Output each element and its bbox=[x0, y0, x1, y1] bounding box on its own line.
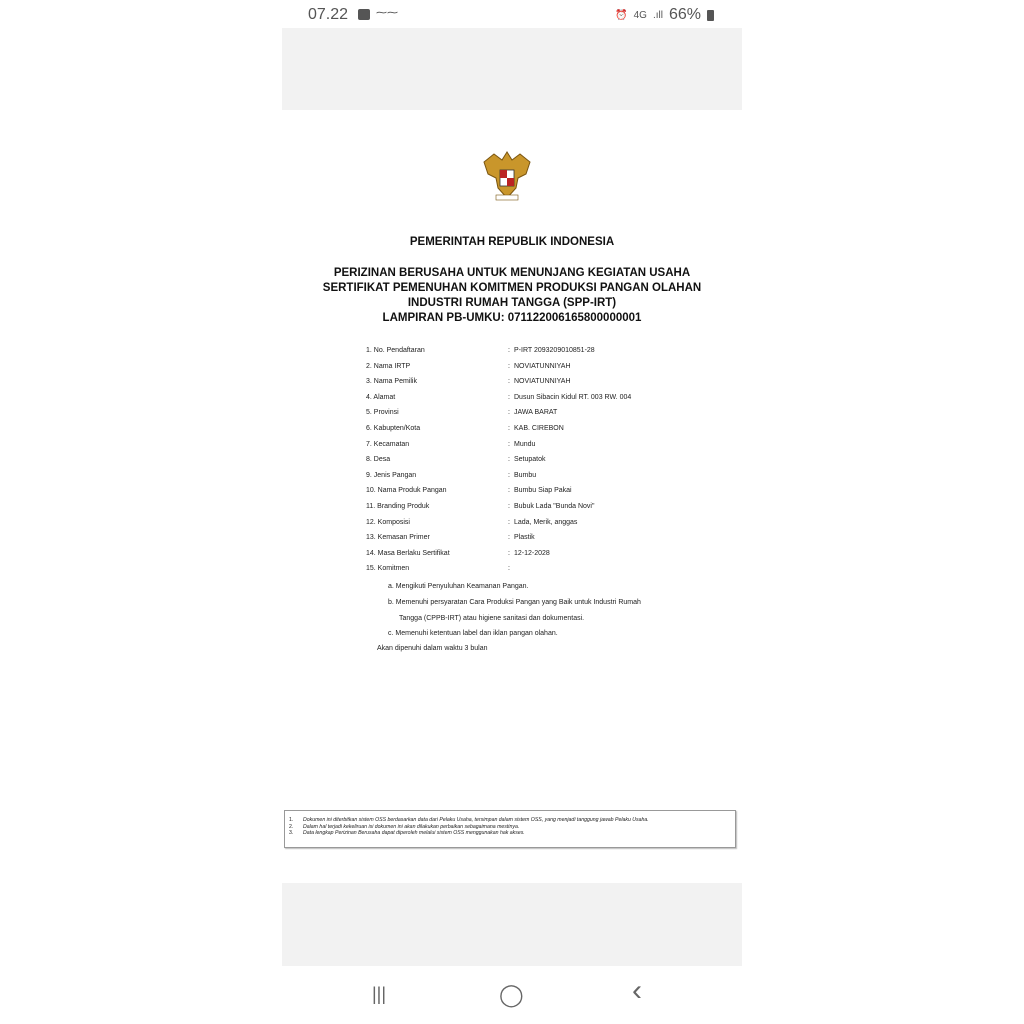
field-label: 4. Alamat bbox=[366, 393, 396, 401]
field-colon: : bbox=[508, 378, 510, 386]
garuda-emblem-icon bbox=[480, 148, 534, 204]
field-colon: : bbox=[508, 456, 510, 464]
field-colon: : bbox=[508, 487, 510, 495]
field-colon: : bbox=[508, 565, 510, 573]
field-row bbox=[366, 534, 696, 550]
field-row bbox=[366, 472, 696, 488]
field-value: Bubuk Lada "Bunda Novi" bbox=[514, 502, 595, 510]
field-colon: : bbox=[508, 393, 510, 401]
field-value: Bumbu bbox=[514, 471, 537, 479]
title-line: INDUSTRI RUMAH TANGGA (SPP-IRT) bbox=[407, 297, 617, 309]
field-colon: : bbox=[508, 471, 510, 479]
battery-icon bbox=[707, 10, 714, 21]
field-value: P-IRT 2093209010851-28 bbox=[514, 347, 595, 354]
field-label: 2. Nama IRTP bbox=[366, 362, 411, 370]
field-label: 13. Kemasan Primer bbox=[366, 534, 430, 542]
title-line: PERIZINAN BERUSAHA UNTUK MENUNJANG KEGIATAN USAHA bbox=[333, 267, 691, 279]
navigation-bar bbox=[282, 966, 742, 1024]
field-label: 9. Jenis Pangan bbox=[366, 471, 417, 479]
komitmen-b-cont: Tangga (CPPB-IRT) atau higiene sanitasi dan dokumentasi. bbox=[399, 615, 585, 622]
field-colon: : bbox=[508, 347, 510, 354]
field-value: Dusun Sibacin Kidul RT. 003 RW. 004 bbox=[514, 393, 632, 401]
field-value: JAWA BARAT bbox=[514, 409, 558, 417]
certificate-page bbox=[282, 110, 742, 883]
field-label: 11. Branding Produk bbox=[366, 502, 430, 510]
footnote: 1. Dokumen ini diterbitkan sistem OSS berdasarkan data dari Pelaku Usaha, tersimpan dalam sistem OSS, yang menjadi tanggung jawab Pelaku Usaha. bbox=[289, 817, 649, 823]
field-row bbox=[366, 409, 696, 425]
field-row bbox=[366, 487, 696, 503]
komitmen-c: c. Memenuhi ketentuan label dan iklan pangan olahan. bbox=[388, 630, 558, 637]
field-value: KAB. CIREBON bbox=[514, 424, 564, 432]
footnote: 2. Dalam hal terjadi kekeliruan isi dokumen ini akan dilakukan perbaikan sebagaimana mestinya. bbox=[289, 823, 520, 830]
government-heading: PEMERINTAH REPUBLIK INDONESIA bbox=[409, 236, 615, 248]
field-label: 15. Komitmen bbox=[366, 565, 410, 573]
battery-percent: 66% bbox=[668, 6, 701, 23]
komitmen-note: Akan dipenuhi dalam waktu 3 bulan bbox=[377, 645, 488, 652]
field-label: 8. Desa bbox=[366, 456, 391, 464]
gallery-notification-icon bbox=[358, 9, 370, 20]
certificate-fields bbox=[366, 347, 696, 581]
field-colon: : bbox=[508, 534, 510, 542]
field-colon: : bbox=[508, 440, 510, 448]
field-value: Bumbu Siap Pakai bbox=[514, 487, 572, 495]
field-row bbox=[366, 519, 696, 535]
field-value: Lada, Merik, anggas bbox=[514, 518, 578, 526]
field-label: 5. Provinsi bbox=[366, 409, 399, 417]
field-colon: : bbox=[508, 424, 510, 432]
field-colon: : bbox=[508, 518, 510, 526]
field-value: NOVIATUNNIYAH bbox=[514, 378, 571, 386]
signal-icon: .ıll bbox=[652, 9, 663, 21]
network-type: 4G bbox=[633, 9, 647, 21]
field-value: 12-12-2028 bbox=[514, 549, 550, 557]
field-value: Mundu bbox=[514, 440, 536, 448]
wifi-calling-icon: ⁓⁓ bbox=[376, 7, 398, 19]
field-colon: : bbox=[508, 409, 510, 417]
clock: 07.22 bbox=[308, 6, 349, 23]
field-label: 10. Nama Produk Pangan bbox=[366, 487, 447, 495]
field-row bbox=[366, 425, 696, 441]
field-label: 14. Masa Berlaku Sertifikat bbox=[366, 549, 450, 557]
title-line: SERTIFIKAT PEMENUHAN KOMITMEN PRODUKSI PANGAN OLAHAN bbox=[322, 282, 702, 294]
status-bar bbox=[282, 0, 742, 28]
field-value: Setupatok bbox=[514, 456, 546, 464]
field-label: 1. No. Pendaftaran bbox=[366, 347, 425, 354]
field-row bbox=[366, 503, 696, 519]
page-gap-bottom bbox=[282, 883, 742, 966]
field-label: 3. Nama Pemilik bbox=[366, 378, 417, 386]
home-button[interactable]: ◯ bbox=[499, 982, 524, 1007]
field-label: 12. Komposisi bbox=[366, 518, 410, 526]
field-value: Plastik bbox=[514, 534, 535, 542]
field-row bbox=[366, 394, 696, 410]
komitmen-b: b. Memenuhi persyaratan Cara Produksi Pangan yang Baik untuk Industri Rumah bbox=[388, 599, 641, 606]
field-row bbox=[366, 378, 696, 394]
title-line: LAMPIRAN PB-UMKU: 071122006165800000001 bbox=[382, 312, 642, 324]
page-gap-top bbox=[282, 28, 742, 110]
field-colon: : bbox=[508, 362, 510, 370]
field-row bbox=[366, 565, 696, 581]
field-value: NOVIATUNNIYAH bbox=[514, 362, 571, 370]
back-button[interactable]: ‹ bbox=[632, 974, 642, 1007]
certificate-title bbox=[282, 266, 742, 326]
field-row bbox=[366, 363, 696, 379]
field-row bbox=[366, 550, 696, 566]
field-row bbox=[366, 347, 696, 363]
field-row bbox=[366, 456, 696, 472]
field-row bbox=[366, 441, 696, 457]
field-label: 6. Kabupten/Kota bbox=[366, 424, 421, 432]
footnotes-box bbox=[284, 810, 736, 848]
footnote: 3. Data lengkap Perizinan Berusaha dapat diperoleh melalui sistem OSS menggunakan hak akses. bbox=[289, 830, 525, 836]
komitmen-a: a. Mengikuti Penyuluhan Keamanan Pangan. bbox=[388, 583, 529, 590]
field-colon: : bbox=[508, 549, 510, 557]
field-label: 7. Kecamatan bbox=[366, 440, 410, 448]
alarm-icon: ⏰ bbox=[615, 9, 628, 21]
recents-button[interactable]: ||| bbox=[372, 984, 387, 1004]
field-colon: : bbox=[508, 502, 510, 510]
